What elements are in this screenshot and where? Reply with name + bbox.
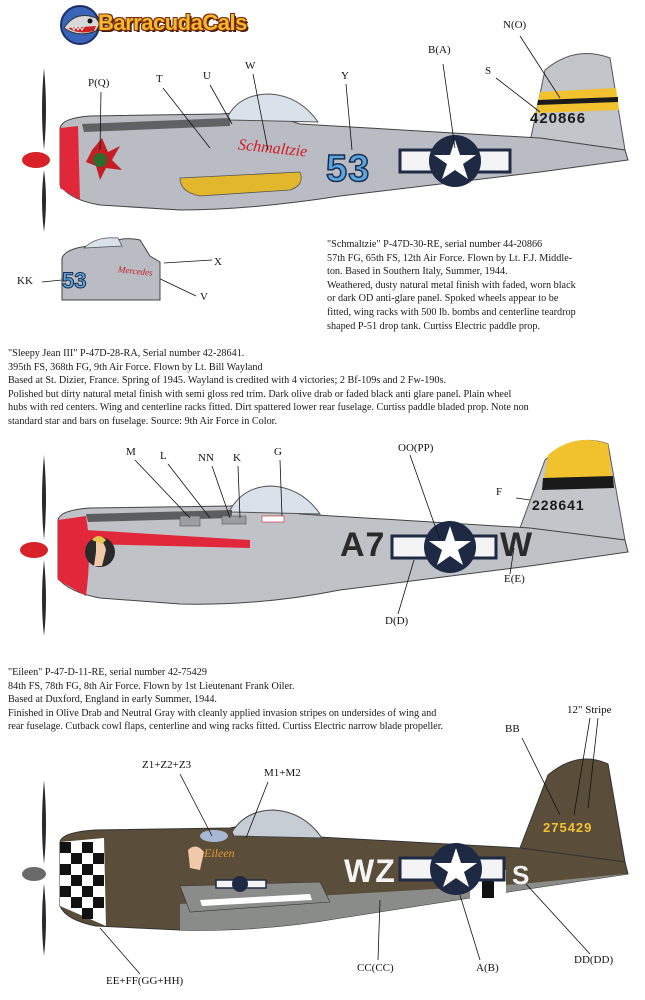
aircraft3-tail-serial: 275429 [543, 820, 593, 835]
aircraft1-inset-code: 53 [62, 268, 87, 293]
aircraft1-callout-s: S [485, 65, 492, 77]
aircraft3-code-right: S [512, 860, 530, 890]
aircraft1-callout-u: U [203, 70, 211, 82]
aircraft2-callout-e: E(E) [504, 573, 525, 585]
aircraft1-tail-serial: 420866 [530, 110, 587, 127]
aircraft1-callout-p: P(Q) [88, 77, 110, 89]
aircraft1-callout-kk: KK [17, 275, 33, 287]
aircraft2-code-left: A7 [340, 526, 386, 564]
aircraft2-callout-f: F [496, 486, 503, 498]
aircraft2-callout-d: D(D) [385, 615, 409, 627]
aircraft3-callout-dd: DD(DD) [574, 954, 614, 966]
aircraft1-fuselage-code: 53 [326, 148, 371, 190]
aircraft3-nose-art-name: Eileen [204, 846, 235, 860]
aircraft2-callout-l: L [160, 450, 167, 462]
aircraft2-callout-oo: OO(PP) [398, 442, 434, 454]
aircraft3-callout-z: Z1+Z2+Z3 [142, 759, 192, 771]
aircraft3-callout-stripe: 12" Stripe [567, 704, 612, 716]
aircraft1-callout-w: W [245, 60, 256, 72]
aircraft1-callout-x: X [214, 256, 222, 268]
aircraft2-tail-serial: 228641 [532, 497, 585, 513]
aircraft1-callout-y: Y [341, 70, 349, 82]
aircraft3-callout-a: A(B) [476, 962, 499, 974]
aircraft1-inset-name: Mercedes [117, 264, 154, 278]
aircraft2-description: "Sleepy Jean III" P-47D-28-RA, Serial number 42-28641. 395th FS, 368th FG, 9th Air Force. Flown by Lt. Bill Wayland Based at St. Dizier, France. Spring of 1945. Wayland is credited with 4 victories; 2 Bf-109s and 2 Fw-190s. Polished but dirty natural metal finish with semi gloss red trim. Dark olive drab or faded black anti glare panel. Plain wheel hubs with red centers. Wing and centerline racks fitted. Dirt spattered lower rear fuselage. Curtiss paddle bladed prop. Note non standard star and bars on fuselage. Source: 9th Air Force in Color. [8, 348, 529, 427]
aircraft1-nose-art-name: Schmaltzie [237, 136, 309, 161]
aircraft2-callout-m: M [126, 446, 136, 458]
aircraft3-callout-bb: BB [505, 723, 520, 735]
aircraft1-callout-n: N(O) [503, 19, 527, 31]
aircraft3-callout-m1: M1+M2 [264, 767, 301, 779]
aircraft2-callout-g: G [274, 446, 282, 458]
aircraft3-description: "Eileen" P-47-D-11-RE, serial number 42-75429 84th FS, 78th FG, 8th Air Force. Flown by 1st Lieutenant Frank Oiler. Based at Duxford, England in early Summer, 1944. Finished in Olive Drab and Neutral Gray with cleanly applied invasion stripes on undersides of wing and rear fuselage. Cutback cowl flaps, centerline and wing racks fitted. Curtiss Electric narrow blade propeller. [8, 667, 444, 733]
aircraft1-callout-t: T [156, 73, 163, 85]
aircraft3-callout-ee: EE+FF(GG+HH) [106, 975, 184, 987]
aircraft3-callout-cc: CC(CC) [357, 962, 394, 974]
brand-wordmark: BarracudaCals [98, 10, 247, 35]
aircraft2-callout-k: K [233, 452, 241, 464]
aircraft2-code-right: W [500, 526, 533, 564]
aircraft1-description: "Schmaltzie" P-47D-30-RE, serial number 44-20866 57th FG, 65th FS, 12th Air Force. Flown by Lt. F.J. Middle- ton. Based in Southern Italy, Summer, 1944. Weathered, dusty natural metal finish with faded, worn black or dark OD anti-glare panel. Spoked wheels appear to be fitted, wing racks with 500 lb. bombs and centerline teardrop shaped P-51 drop tank. Curtiss Electric paddle prop. [327, 239, 576, 332]
aircraft1-callout-v: V [200, 291, 208, 303]
aircraft3-code-left: WZ [344, 853, 396, 889]
aircraft1-callout-b: B(A) [428, 44, 451, 56]
aircraft2-callout-nn: NN [198, 452, 214, 464]
